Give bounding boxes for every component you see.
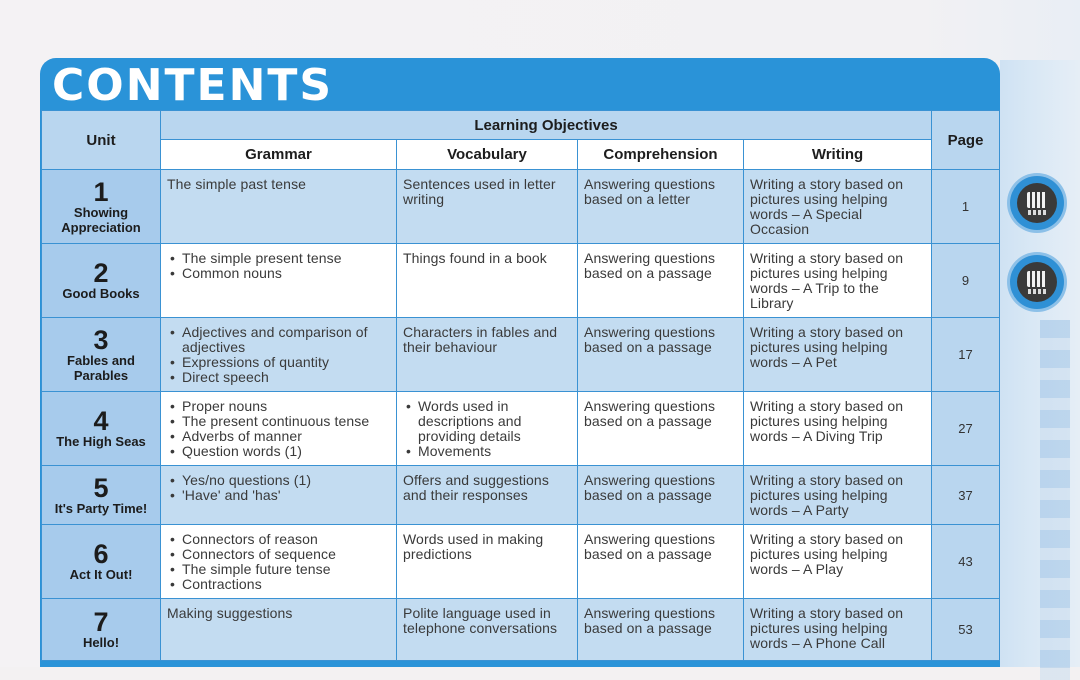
grammar-item: • Adverbs of manner [167,429,390,444]
vocabulary-cell: Sentences used in letter writing [397,170,578,244]
grammar-item: • Question words (1) [167,444,390,459]
grammar-item: • Adjectives and comparison of adjectives [167,325,390,355]
grammar-item: • Yes/no questions (1) [167,473,390,488]
table-row [42,170,1000,244]
table-row [42,599,1000,661]
unit-number: 3 [93,324,109,355]
unit-cell [42,392,161,466]
grammar-item: • The present continuous tense [167,414,390,429]
grammar-cell [161,392,397,466]
vocabulary-cell: Polite language used in telephone conversations [397,599,578,661]
grammar-item: • 'Have' and 'has' [167,488,390,503]
page-header: Page [932,111,1000,170]
comprehension-cell: Answering questions based on a passage [578,599,744,661]
learning-objectives-header: Learning Objectives [161,111,932,140]
vocabulary-cell [397,392,578,466]
grammar-item: • The simple present tense [167,251,390,266]
unit-cell [42,318,161,392]
unit-number: 6 [93,539,109,569]
comprehension-cell: Answering questions based on a letter [578,170,744,244]
unit-name: Fables and Parables [67,352,135,383]
grammar-item: • Direct speech [167,370,390,385]
writing-header: Writing [744,140,932,170]
vocabulary-header: Vocabulary [397,140,578,170]
unit-number: 5 [93,472,109,503]
grammar-cell [161,318,397,392]
unit-cell [42,170,161,244]
unit-cell [42,599,161,661]
comprehension-cell: Answering questions based on a passage [578,392,744,466]
comprehension-cell: Answering questions based on a passage [578,466,744,525]
grammar-cell [161,244,397,318]
comprehension-cell: Answering questions based on a passage [578,318,744,392]
page-number: 53 [932,599,1000,661]
grammar-item: • Expressions of quantity [167,355,390,370]
grammar-item: • Common nouns [167,266,390,281]
vocabulary-cell: Characters in fables and their behaviour [397,318,578,392]
table-row [42,244,1000,318]
grammar-item: • Connectors of sequence [167,547,390,562]
writing-cell: Writing a story based on pictures using helping words – A Phone Call [744,599,932,661]
unit-number: 7 [93,607,109,637]
table-row [42,466,1000,525]
unit-number: 2 [93,258,109,288]
grammar-item: • Connectors of reason [167,532,390,547]
page-number: 17 [932,318,1000,392]
comprehension-cell: Answering questions based on a passage [578,525,744,599]
page-number: 43 [932,525,1000,599]
table-row [42,318,1000,392]
unit-cell [42,466,161,525]
table-row [42,525,1000,599]
vocabulary-cell: Words used in making predictions [397,525,578,599]
writing-cell: Writing a story based on pictures using helping words – A Party [744,466,932,525]
page-number: 9 [932,244,1000,318]
vocabulary-item: • Movements [403,444,571,459]
unit-number: 4 [93,406,109,436]
comprehension-header: Comprehension [578,140,744,170]
grammar-header: Grammar [161,140,397,170]
page-title: CONTENTS [52,60,334,111]
unit-name: Act It Out! [69,567,133,582]
unit-cell [42,244,161,318]
unit-cell [42,525,161,599]
page-number: 37 [932,466,1000,525]
unit-name: Hello! [82,635,120,650]
writing-cell: Writing a story based on pictures using helping words – A Trip to the Library [744,244,932,318]
writing-cell: Writing a story based on pictures using helping words – A Diving Trip [744,392,932,466]
cd-rom-icon [1010,255,1064,309]
grammar-item: • Proper nouns [167,399,390,414]
writing-cell: Writing a story based on pictures using helping words – A Special Occasion [744,170,932,244]
unit-name: It's Party Time! [54,500,148,516]
grammar-item: • The simple future tense [167,562,390,577]
table-row [42,392,1000,466]
vocabulary-cell: Offers and suggestions and their responses [397,466,578,525]
page-number: 1 [932,170,1000,244]
unit-name: Showing Appreciation [61,204,141,235]
vocabulary-cell: Things found in a book [397,244,578,318]
vocabulary-item: • Words used in descriptions and providing details [403,399,571,444]
writing-cell: Writing a story based on pictures using helping words – A Pet [744,318,932,392]
adjacent-page-edge [1000,60,1080,667]
cd-rom-icon [1010,176,1064,230]
grammar-cell: Making suggestions [161,599,397,661]
contents-table [41,110,1000,661]
unit-name: The High Seas [56,434,146,449]
grammar-item: • Contractions [167,577,390,592]
grammar-cell: The simple past tense [161,170,397,244]
page-number: 27 [932,392,1000,466]
adjacent-page-print [1040,320,1070,680]
unit-header: Unit [42,111,161,170]
unit-number: 1 [93,176,109,207]
grammar-cell [161,466,397,525]
unit-name: Good Books [62,286,140,301]
grammar-cell [161,525,397,599]
writing-cell: Writing a story based on pictures using helping words – A Play [744,525,932,599]
comprehension-cell: Answering questions based on a passage [578,244,744,318]
